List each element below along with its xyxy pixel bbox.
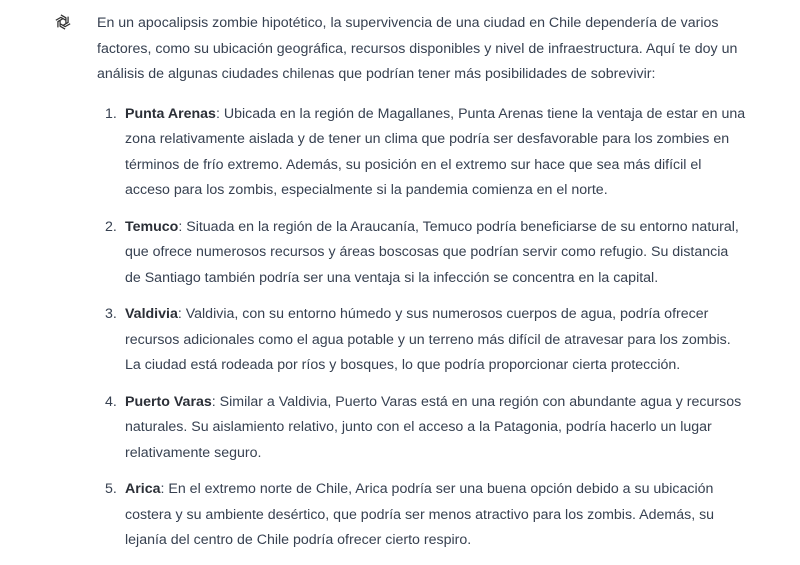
city-name: Puerto Varas (125, 393, 212, 410)
list-number: 5. (105, 481, 117, 497)
intro-paragraph: En un apocalipsis zombie hipotético, la supervivencia de una ciudad en Chile dependería de varios factores, como su ubicación geográfica, recursos disponibles y nivel de infraestructura. Aquí te doy un análisis de algunas ciudades chilenas que podrían tener más posibilidades de sobrevivir: (97, 15, 738, 82)
city-description: : Similar a Valdivia, Puerto Varas está en una región con abundante agua y recursos naturales. Su aislamiento relativo, junto con el acceso a la Patagonia, podría hacerlo un lugar relativamente seguro. (125, 393, 742, 461)
city-description: : Valdivia, con su entorno húmedo y sus numerosos cuerpos de agua, podría ofrecer recursos adicionales como el agua potable y un terreno más difícil de atravesar para los zombis. La ciudad está rodeada por ríos y bosques, lo que podría proporcionar cierta protección. (125, 306, 731, 373)
list-item (97, 102, 747, 204)
city-name: Temuco (125, 218, 179, 235)
city-name: Arica (125, 481, 161, 497)
list-number: 1. (105, 105, 117, 122)
message-content (97, 11, 747, 565)
list-number: 2. (105, 218, 117, 235)
list-number: 3. (105, 306, 117, 322)
list-item (97, 215, 747, 292)
list-item (97, 390, 747, 467)
city-list (97, 102, 747, 554)
list-item (97, 477, 747, 554)
city-name: Valdivia (125, 306, 178, 322)
openai-logo-icon (51, 10, 75, 34)
list-item (97, 302, 747, 379)
city-name: Punta Arenas (125, 105, 216, 122)
list-number: 4. (105, 393, 117, 410)
city-description: : En el extremo norte de Chile, Arica podría ser una buena opción debido a su ubicación costera y su ambiente desértico, que podría ser menos atractivo para los zombis. Además, su lejanía del centro de Chile podría ofrecer cierto respiro. (125, 481, 715, 548)
city-description: : Ubicada en la región de Magallanes, Punta Arenas tiene la ventaja de estar en una zona relativamente aislada y de tener un clima que podría ser desfavorable para los zombies en términos de frío extremo. Además, su posición en el extremo sur hace que sea más difícil el acceso para los zombis, especialmente si la pandemia comienza en el norte. (125, 105, 746, 198)
city-description: : Situada en la región de la Araucanía, Temuco podría beneficiarse de su entorno natural, que ofrece numerosos recursos y áreas boscosas que podrían servir como refugio. Su distancia de Santiago también podría ser una ventaja si la infección se concentra en la capital. (125, 218, 739, 286)
